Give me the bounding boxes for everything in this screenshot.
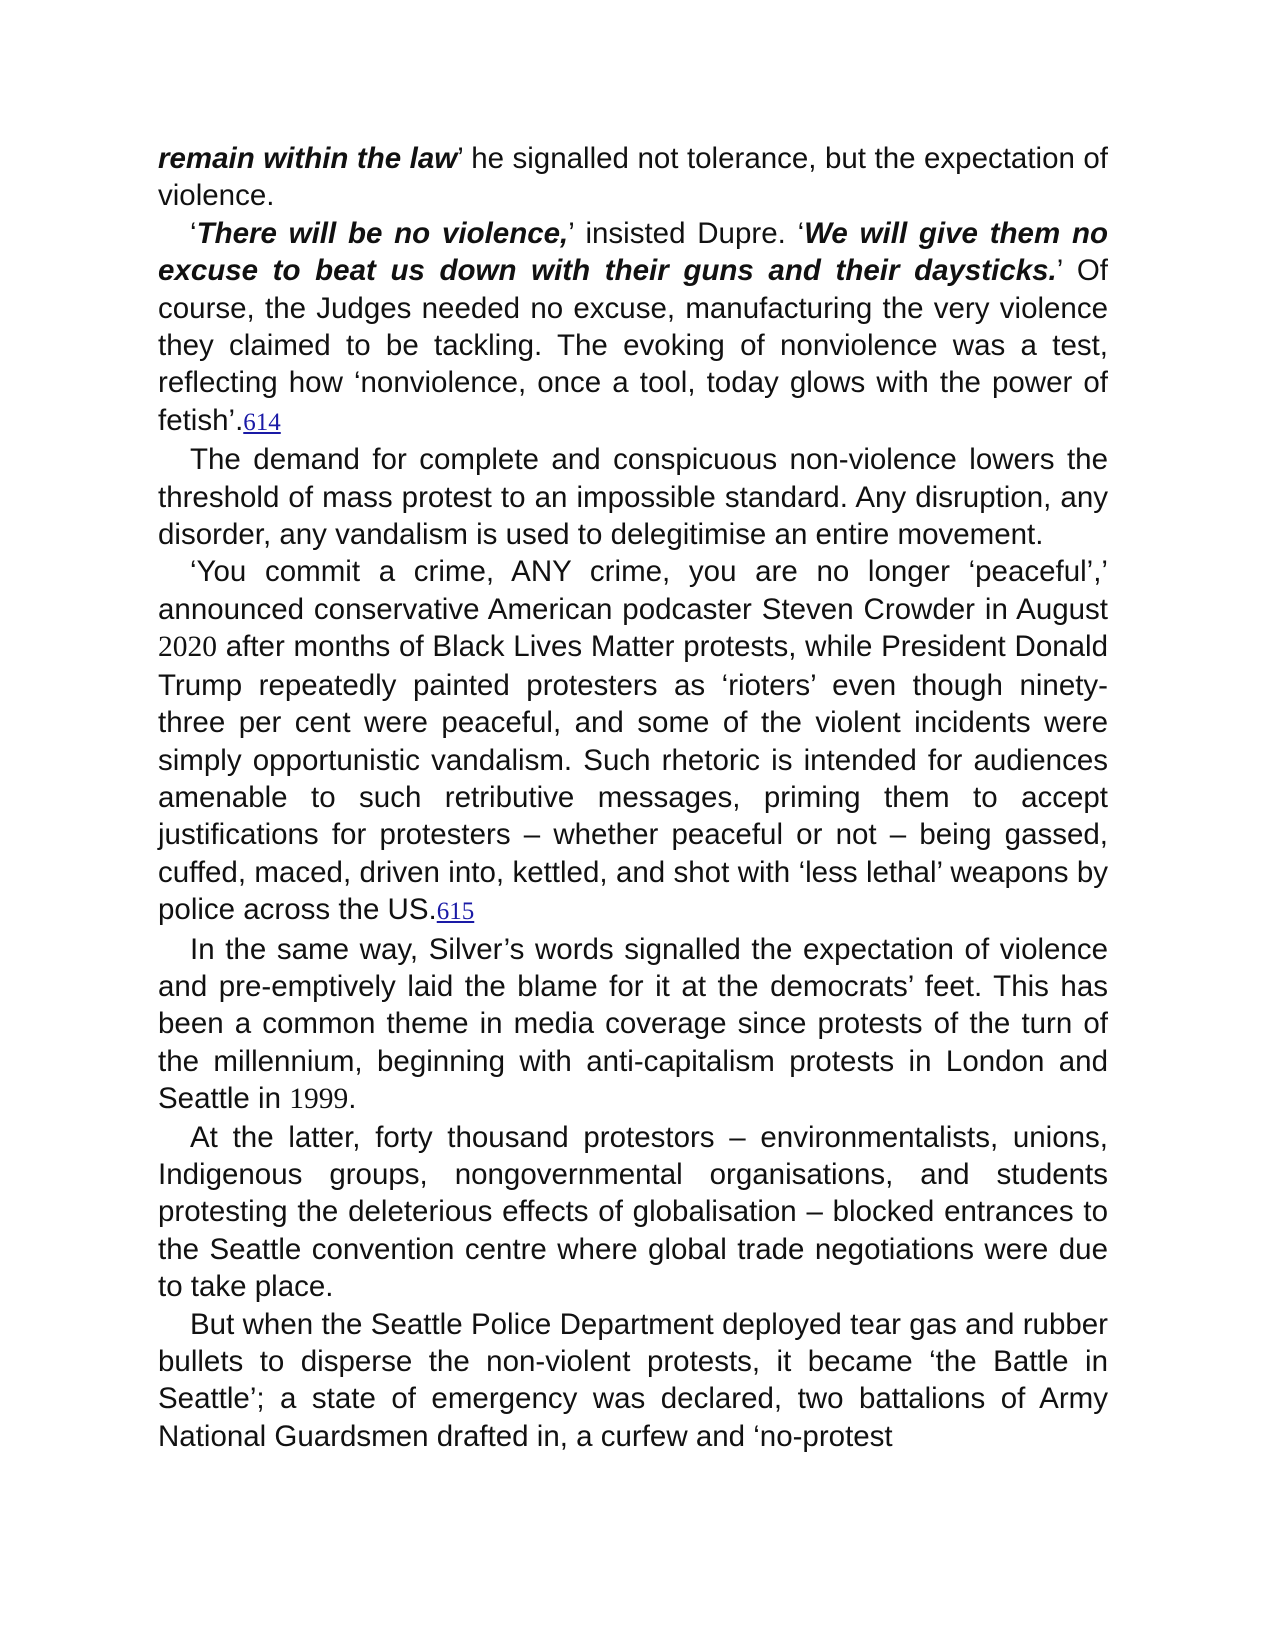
- quote-emphasis: remain within the law: [158, 142, 458, 175]
- year-number: 1999: [289, 1083, 349, 1116]
- paragraph-4: [158, 553, 1108, 930]
- paragraph-text: ’ he signalled not tolerance, but the expectation of violence.: [158, 142, 1108, 213]
- paragraph-text: At the latter, forty thousand protestors – environmentalists, unions, Indigenous groups, nongovernmental organisations, and students protesting the deleterious effects of globalisation – blocked entrances to the Seattle convention centre where global trade negotiations were due to take place.: [158, 1120, 1108, 1304]
- paragraph-text: ‘You commit a crime, ANY crime, you are no longer ‘peaceful’,’ announced conservative American podcaster Steven Crowder in August: [158, 555, 1108, 626]
- document-page: [158, 140, 1108, 1455]
- paragraph-1: [158, 140, 1108, 215]
- paragraph-text: after months of Black Lives Matter protests, while President Donald Trump repeatedly painted protesters as ‘rioters’ even though ninety-three per cent were peaceful, and some of the violent incidents were simply opportunistic vandalism. Such rhetoric is intended for audiences amenable to such retributive messages, priming them to accept justifications for protesters – whether peaceful or not – being gassed, cuffed, maced, driven into, kettled, and shot with ‘less lethal’ weapons by police across the US.: [158, 630, 1108, 927]
- paragraph-5: [158, 931, 1108, 1119]
- paragraph-text: .: [348, 1082, 357, 1116]
- footnote-link-615[interactable]: 615: [436, 898, 475, 926]
- paragraph-text: ‘: [190, 216, 197, 250]
- paragraph-2: [158, 215, 1108, 441]
- quote-emphasis: We will give them no excuse to beat us down with their guns and their daysticks.: [158, 216, 1108, 288]
- paragraph-7: [158, 1306, 1108, 1456]
- quote-emphasis: There will be no violence,: [196, 216, 569, 250]
- paragraph-text: ’ insisted Dupre. ‘: [568, 216, 805, 250]
- paragraph-text: In the same way, Silver’s words signalled the expectation of violence and pre-emptively laid the blame for it at the democrats’ feet. This has been a common theme in media coverage since protests of the turn of the millennium, beginning with anti-capitalism protests in London and Seattle in: [158, 932, 1108, 1116]
- paragraph-text: The demand for complete and conspicuous non-violence lowers the threshold of mass protest to an impossible standard. Any disruption, any disorder, any vandalism is used to delegitimise an entire movement.: [158, 443, 1108, 552]
- paragraph-6: [158, 1119, 1108, 1306]
- footnote-link-614[interactable]: 614: [243, 408, 281, 436]
- year-number: 2020: [158, 631, 217, 664]
- paragraph-text: But when the Seattle Police Department deployed tear gas and rubber bullets to disperse the non-violent protests, it became ‘the Battle in Seattle’; a state of emergency was declared, two battalions of Army National Guardsmen drafted in, a curfew and ‘no-protest: [158, 1307, 1108, 1453]
- paragraph-text: ’ Of course, the Judges needed no excuse, manufacturing the very violence they claimed to be tackling. The evoking of nonviolence was a test, reflecting how ‘nonviolence, once a tool, today glows with the power of fetish’.: [158, 254, 1108, 437]
- paragraph-3: [158, 441, 1108, 553]
